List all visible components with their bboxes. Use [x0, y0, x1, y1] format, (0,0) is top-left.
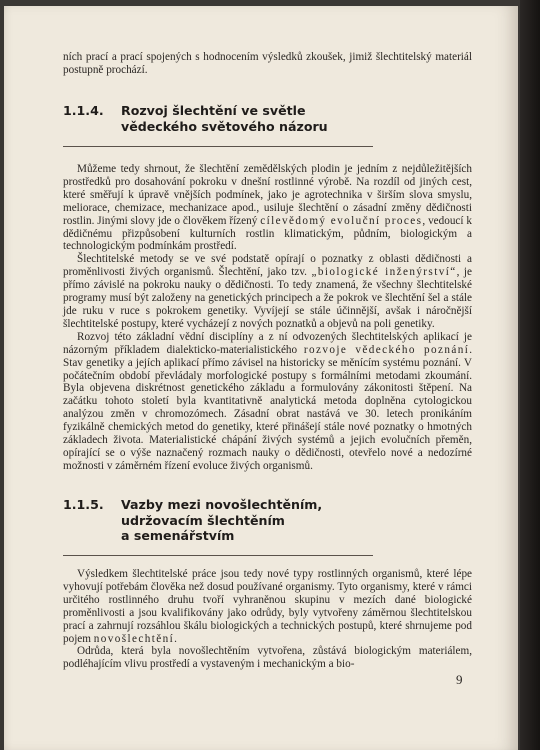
book-page	[4, 6, 518, 750]
spaced-emphasis: „biologické inženýrství“	[311, 266, 457, 279]
spaced-emphasis: rozvoje vědeckého poznání	[303, 343, 470, 356]
section-number: 1.1.4.	[63, 103, 104, 118]
paragraph-text: Rozvoj této základní vědní disciplíny a z ní odvozených šlechtitelských aplikací je názorným příkladem dialekticko-materialistického	[63, 330, 472, 356]
paragraph-text: Šlechtitelské metody se ve své podstatě opírají o poznatky z oblasti dědičnosti a proměnlivosti živých organismů. Šlechtění, jako tzv.	[63, 253, 472, 279]
section-2-body	[63, 568, 472, 671]
page-number: 9	[456, 672, 463, 687]
paragraph-text: , vedoucí k dědičnému přizpůsobení kulturních rostlin klimatickým, půdním, biologickým a technologickým podmínkám prostředí.	[63, 214, 473, 253]
paragraph-text: .	[174, 632, 177, 645]
section-heading-1-1-5	[63, 497, 443, 553]
spaced-emphasis: cílevědomý evoluční proces	[260, 214, 423, 227]
section-number: 1.1.5.	[63, 497, 104, 512]
section-title-line: udržovacím šlechtěním	[121, 512, 285, 528]
paragraph	[63, 331, 472, 473]
paragraph	[63, 568, 472, 645]
section-heading-1-1-4	[63, 103, 443, 143]
section-title-line: Vazby mezi novošlechtěním,	[121, 497, 323, 512]
paragraph-text: Výsledkem šlechtitelské práce jsou tedy nové typy rostlinných organismů, které lépe vyhovují potřebám člověka než dosud používané organismy. Tyto organismy, které v rámci určitého rostlinného druhu tvoří vyhraněnou skupinu v mezích dané biologické proměnlivosti a jsou kvalifikovány jako odrůdy, byly vytvořeny záměrnou šlechtitelskou prací a zahrnují rozsáhlou škálu biologických a technických postupů, které shrnujeme pod pojem	[63, 568, 472, 645]
section-title-line: Rozvoj šlechtění ve světle	[121, 103, 306, 118]
section-title	[121, 103, 441, 134]
section-rule	[63, 555, 373, 556]
section-rule	[63, 146, 373, 147]
paragraph	[63, 163, 472, 253]
top-paragraph	[63, 51, 472, 77]
section-title-line: a semenářstvím	[121, 528, 235, 543]
book-spine-edge	[520, 0, 540, 750]
spaced-emphasis: novošlechtění	[93, 632, 175, 645]
paragraph-text: . Stav genetiky a jejích aplikací přímo závisel na historicky se měnícím systému poznání. V počátečním období převládaly morfologické postupy s formálními metodami zkoumání. Byla objevena diskrétnost genetického základu a formulovány zákonitosti štěpení. Na začátku tohoto století byla kvantitativně analytická metoda doplněna cytologickou analýzou změn v chromozómech. Zásadní obrat nastává ve 30. letech pronikáním fyzikálně chemických metod do genetiky, které přinášejí stále nové poznatky o hmotných základech života. Materialistické chápání živých systémů a jejich evolučních přeměn, opírající se o výše naznačený rozmach nauky o dědičnosti, otevřelo nové a nedozírné možnosti v záměrném řízení evoluce živých organismů.	[63, 343, 473, 472]
paragraph	[63, 253, 472, 330]
section-title-line: vědeckého světového názoru	[121, 118, 328, 134]
paragraph: Odrůda, která byla novošlechtěním vytvořena, zůstává biologickým materiálem, podléhajícím vlivu prostředí a vystaveným i mechanickým a bio-	[63, 645, 472, 671]
paragraph-text: Můžeme tedy shrnout, že šlechtění zemědělských plodin je jedním z nejdůležitějších prostředků pro dosahování pokroku v dnešní rostlinné výrobě. Na rozdíl od jiných cest, které směřují k úpravě vnějších podmínek, jako je agrotechnika v širším slova smyslu, meliorace, chemizace, mechanizace apod., usiluje šlechtění o zásadní změny dědičnosti rostlin. Jinými slovy jde o člověkem řízený	[63, 163, 472, 227]
section-title	[121, 497, 441, 544]
top-paragraph-text: ních prací a prací spojených s hodnocením výsledků zkoušek, jimiž šlechtitelský materiál postupně prochází.	[63, 51, 472, 76]
section-1-body	[63, 163, 472, 473]
paragraph-text: , je přímo závislé na pokroku nauky o dědičnosti. To tedy znamená, že všechny šlechtitelské programy musí být založeny na genetických principech a že pokrok ve šlechtění šel a stále jde ruku v ruce s pokrokem genetiky. Vyvíjejí se stále účinnější, avšak i náročnější šlechtitelské postupy, které vycházejí z nových poznatků a objevů na poli genetiky.	[63, 266, 473, 330]
